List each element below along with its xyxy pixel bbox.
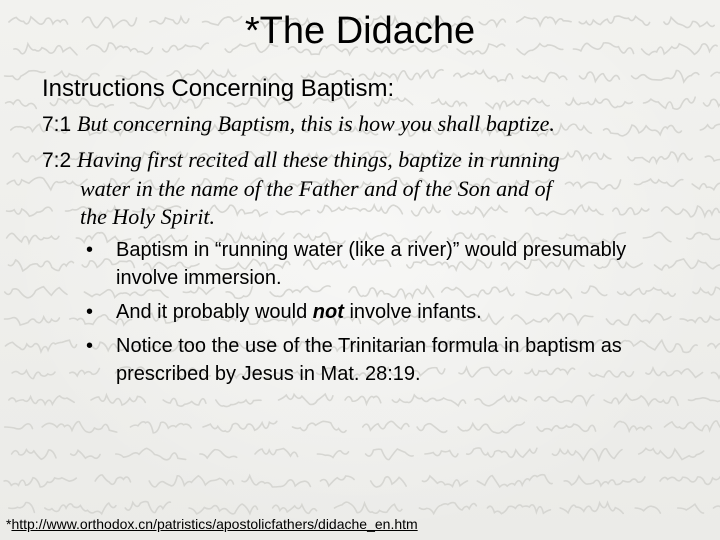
verse-7-1 <box>42 110 702 139</box>
bullet-item <box>86 298 686 326</box>
bullet-text: Notice too the use of the Trinitarian formula in baptism as prescribed by Jesus in Mat. 28:19. <box>116 335 622 385</box>
source-link[interactable]: http://www.orthodox.cn/patristics/apostolicfathers/didache_en.htm <box>11 516 418 532</box>
source-footnote <box>6 515 418 533</box>
verse-text-line-3: the Holy Spirit. <box>80 204 216 229</box>
bullet-marker: • <box>86 301 94 323</box>
commentary-bullets <box>86 236 686 394</box>
verse-text-line-1: Having first recited all these things, baptize in running <box>77 147 560 172</box>
verse-7-2 <box>42 146 702 231</box>
verse-number: 7:1 <box>42 113 72 136</box>
bullet-item <box>86 236 686 292</box>
bullet-marker: • <box>86 335 94 357</box>
bullet-text-after: involve infants. <box>343 301 482 323</box>
bullet-marker: • <box>86 239 94 261</box>
bullet-text-before: And it probably would <box>116 301 313 323</box>
verse-number: 7:2 <box>42 149 72 172</box>
footnote-marker: * <box>6 516 12 532</box>
bullet-emphasis: not <box>312 301 344 323</box>
verse-text-line-2: water in the name of the Father and of the Son and of <box>80 176 552 201</box>
page-title: *The Didache <box>244 10 476 52</box>
verse-text: But concerning Baptism, this is how you shall baptize. <box>77 111 555 136</box>
section-heading: Instructions Concerning Baptism: <box>42 75 395 102</box>
bullet-item <box>86 332 686 388</box>
bullet-text: Baptism in “running water (like a river)” would presumably involve immersion. <box>116 239 627 289</box>
